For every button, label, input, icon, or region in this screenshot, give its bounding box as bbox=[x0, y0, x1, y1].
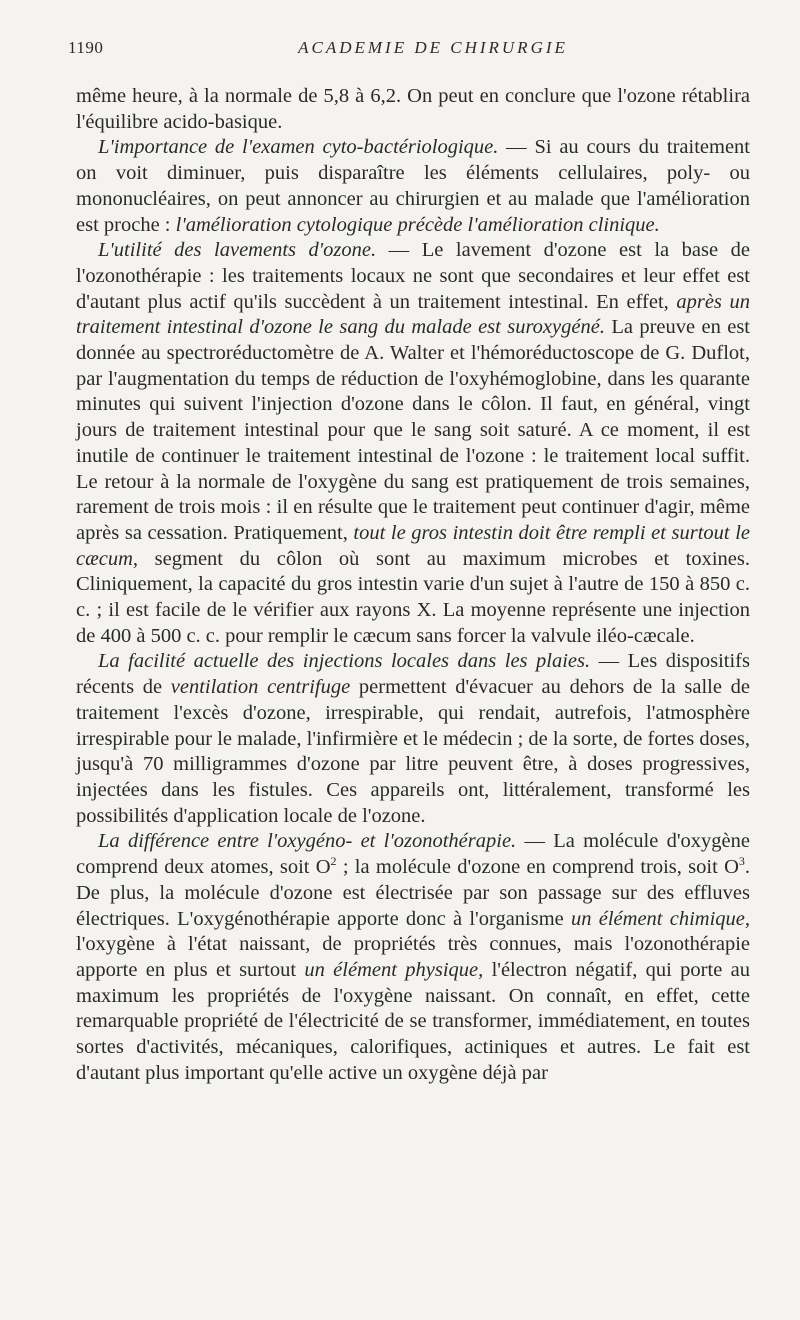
body-text bbox=[76, 84, 750, 1086]
paragraph-oxygen-vs-ozone: La différence entre l'oxygéno- et l'ozonothérapie. — La molécule d'oxygène comprend deux atomes, soit $O^2$ ; la molécule d'ozone en comprend trois, soit $O^3$. De plus, la molécule d'ozone est électrisée par son passage sur des effluves électriques. L'oxygénothérapie apporte donc à l'organisme un élément chimique, l'oxygène à l'état naissant, de propriétés très connues, mais l'ozonothérapie apporte en plus et surtout un élément physique, l'électron négatif, qui porte au maximum les propriétés de l'oxygène naissant. On connaît, en effet, cette remarquable propriété de l'électricité de se transformer, immédiatement, en toutes sortes d'activités, mécaniques, calorifiques, actiniques et autres. Le fait est d'autant plus important qu'elle active un oxygène déjà par bbox=[76, 830, 751, 1084]
paragraph-continuation: même heure, à la normale de 5,8 à 6,2. On peut en conclure que l'ozone rétablira l'équilibre acido-basique. bbox=[76, 85, 750, 133]
section-heading: La facilité actuelle des injections locales dans les plaies. bbox=[98, 650, 591, 673]
page-header bbox=[68, 38, 750, 68]
page-number: 1190 bbox=[68, 38, 104, 57]
paragraph-cyto-bacteriology: L'importance de l'examen cyto-bactériologique. — Si au cours du traitement on voit diminuer, puis disparaître les éléments cellulaires, poly- ou mononucléaires, on peut annoncer au chirurgien et au malade que l'amélioration est proche : l'amélioration cytologique précède l'amélioration clinique. bbox=[76, 136, 750, 236]
running-title: ACADEMIE DE CHIRURGIE bbox=[298, 38, 568, 57]
section-heading: La différence entre l'oxygéno- et l'ozonothérapie. bbox=[98, 830, 517, 853]
paragraph-ozone-enemas: L'utilité des lavements d'ozone. — Le lavement d'ozone est la base de l'ozonothérapie : les traitements locaux ne sont que secondaires et leur effet est d'autant plus actif qu'ils succèdent à un traitement intestinal. En effet, après un traitement intestinal d'ozone le sang du malade est suroxygéné. La preuve en est donnée au spectroréductomètre de A. Walter et l'hémoréductoscope de G. Duflot, par l'augmentation du temps de réduction de l'oxyhémoglobine, dans les quarante minutes qui suivent l'injection d'ozone dans le côlon. Il faut, en général, vingt jours de traitement intestinal pour que le sang soit saturé. A ce moment, il est inutile de continuer le traitement intestinal de l'ozone : le traitement local suffit. Le retour à la normale de l'oxygène du sang est pratiquement de trois semaines, rarement de trois mois : il en résulte que le traitement peut continuer d'agir, même après sa cessation. Pratiquement, tout le gros intestin doit être rempli et surtout le cæcum, segment du côlon où sont au maximum microbes et toxines. Cliniquement, la capacité du gros intestin varie d'un sujet à l'autre de 150 à 850 c. c. ; il est facile de le vérifier aux rayons X. La moyenne représente une injection de 400 à 500 c. c. pour remplir le cæcum sans forcer la valvule iléo-cæcale. bbox=[76, 239, 750, 647]
paragraph-local-injections: La facilité actuelle des injections locales dans les plaies. — Les dispositifs récents de ventilation centrifuge permettent d'évacuer au dehors de la salle de traitement l'excès d'ozone, irrespirable, qui rendait, autrefois, l'atmosphère irrespirable pour le malade, l'infirmière et le médecin ; de la sorte, de fortes doses, jusqu'à 70 milligrammes d'ozone par litre peuvent être, à doses progressives, injectées dans les fistules. Ces appareils ont, littéralement, transformé les possibilités d'application locale de l'ozone. bbox=[76, 650, 750, 827]
section-heading: L'utilité des lavements d'ozone. bbox=[98, 239, 377, 262]
section-heading: L'importance de l'examen cyto-bactériologique. bbox=[98, 136, 499, 159]
